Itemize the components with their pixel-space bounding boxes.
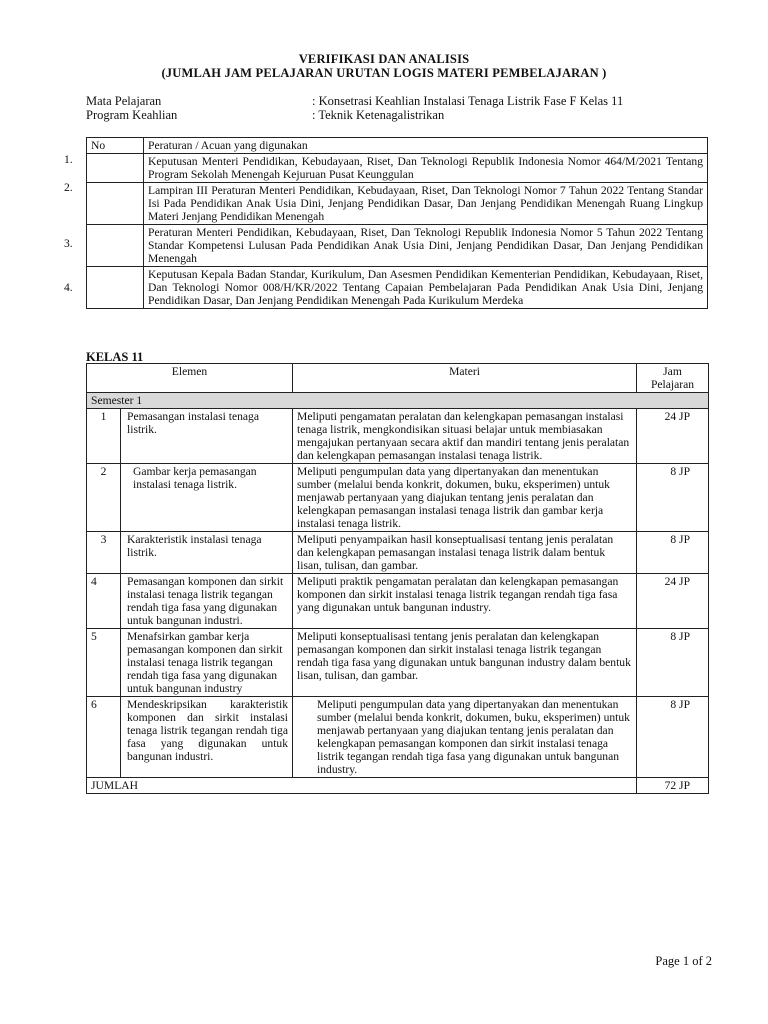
row-no: 6 <box>87 697 121 778</box>
row-no: 5 <box>87 629 121 697</box>
regulation-text: Peraturan Menteri Pendidikan, Kebudayaan, Riset, Dan Teknologi Republik Indonesia Nomor 5 Tahun 2022 Tentang Standar Kompetensi Lulusan Pada Pendidikan Anak Usia Dini, Jenjang Pendidikan Dasar, Dan Jenjang Pendidikan Menengah <box>144 225 708 267</box>
row-elemen: Gambar kerja pemasangan instalasi tenaga listrik. <box>121 464 293 532</box>
regulations-header-row <box>87 138 708 154</box>
page-number: Page 1 of 2 <box>655 954 712 968</box>
row-materi: Meliputi pengumpulan data yang dipertanyakan dan menentukan sumber (melalui benda konkrit, dokumen, buku, eksperimen) untuk menjawab pertanyaan yang diajukan tentang jenis peralatan dan kelengkapan pemasangan komponen dan sirkit instalasi tenaga listrik tegangan rendah tiga fasa yang digunakan untuk bangunan industry. <box>293 697 637 778</box>
header-jam <box>637 364 709 393</box>
row-materi: Meliputi penyampaikan hasil konseptualisasi tentang jenis peralatan dan kelengkapan pemasangan instalasi tenaga listrik dalam bentuk lisan, tulisan, dan gambar. <box>293 532 637 574</box>
row-materi: Meliputi praktik pengamatan peralatan dan kelengkapan pemasangan komponen dan sirkit instalasi tenaga listrik tegangan rendah tiga fasa yang digunakan untuk bangunan industry. <box>293 574 637 629</box>
curriculum-table <box>86 363 709 794</box>
row-no: 2 <box>87 464 121 532</box>
row-no: 1 <box>87 409 121 464</box>
row-jam: 8 JP <box>637 629 709 697</box>
row-jam: 8 JP <box>637 697 709 778</box>
curriculum-header-row <box>87 364 709 393</box>
row-jam: 24 JP <box>637 409 709 464</box>
document-title: VERIFIKASI DAN ANALISIS <box>298 52 470 66</box>
row-no: 3 <box>87 532 121 574</box>
regulation-row <box>87 154 708 183</box>
regulation-number: 1. <box>64 153 73 166</box>
kelas-heading: KELAS 11 <box>86 350 144 364</box>
row-elemen: Pemasangan instalasi tenaga listrik. <box>121 409 293 464</box>
regulation-text: Lampiran III Peraturan Menteri Pendidikan, Kebudayaan, Riset, Dan Teknologi Nomor 7 Tahun 2022 Tentang Standar Isi Pada Pendidikan Anak Usia Dini, Jenjang Pendidikan Dasar, Dan Jenjang Pendidikan Menengah Ruang Lingkup Materi Jenjang Pendidikan Menengah <box>144 183 708 225</box>
table-row <box>87 574 709 629</box>
mapel-value: : Konsetrasi Keahlian Instalasi Tenaga Listrik Fase F Kelas 11 <box>312 94 624 108</box>
header-materi: Materi <box>293 364 637 393</box>
table-row <box>87 697 709 778</box>
semester-row <box>87 393 709 409</box>
document-subtitle: (JUMLAH JAM PELAJARAN URUTAN LOGIS MATERI PEMBELAJARAN ) <box>161 66 607 80</box>
regulation-row <box>87 267 708 309</box>
regulation-number: 2. <box>64 181 73 194</box>
total-value: 72 JP <box>637 778 709 794</box>
header-jam-line1: Jam <box>663 365 682 378</box>
row-no: 4 <box>87 574 121 629</box>
table-row <box>87 409 709 464</box>
table-row <box>87 532 709 574</box>
table-row <box>87 629 709 697</box>
row-elemen: Karakteristik instalasi tenaga listrik. <box>121 532 293 574</box>
regulations-table <box>86 137 708 309</box>
meta-program-row <box>86 108 716 122</box>
meta-mapel-row <box>86 94 716 108</box>
total-row <box>87 778 709 794</box>
regulation-row <box>87 225 708 267</box>
regulation-number: 3. <box>64 237 73 250</box>
program-label: Program Keahlian <box>86 108 178 122</box>
mapel-label: Mata Pelajaran <box>86 94 162 108</box>
row-jam: 8 JP <box>637 532 709 574</box>
row-elemen: Pemasangan komponen dan sirkit instalasi tenaga listrik tegangan rendah tiga fasa yang digunakan untuk bangunan industri. <box>121 574 293 629</box>
row-elemen: Menafsirkan gambar kerja pemasangan komponen dan sirkit instalasi tenaga listrik tegangan rendah tiga fasa yang digunakan untuk bangunan industry <box>121 629 293 697</box>
row-jam: 8 JP <box>637 464 709 532</box>
regulation-number: 4. <box>64 281 73 294</box>
row-elemen: Mendeskripsikan karakteristik komponen dan sirkit instalasi tenaga listrik tegangan rendah tiga fasa yang digunakan untuk bangunan industri. <box>121 697 293 778</box>
row-materi: Meliputi pengumpulan data yang dipertanyakan dan menentukan sumber (melalui benda konkrit, dokumen, buku, eksperimen) untuk menjawab pertanyaan yang diajukan tentang jenis peralatan dan kelengkapan pemasangan instalasi tenaga listrik dan gambar kerja instalasi tenaga listrik. <box>293 464 637 532</box>
row-jam: 24 JP <box>637 574 709 629</box>
header-jam-line2: Pelajaran <box>650 378 695 391</box>
semester-label: Semester 1 <box>87 393 709 409</box>
regulation-text: Keputusan Menteri Pendidikan, Kebudayaan, Riset, Dan Teknologi Republik Indonesia Nomor 464/M/2021 Tentang Program Sekolah Menengah Kejuruan Pusat Keunggulan <box>144 154 708 183</box>
header-elemen: Elemen <box>87 364 293 393</box>
row-materi: Meliputi pengamatan peralatan dan kelengkapan pemasangan instalasi tenaga listrik, mengkondisikan situasi belajar untuk membiasakan mengajukan pertanyaan secara aktif dan mandiri tentang jenis peralatan dan kelengkapan pemasangan instalasi tenaga listrik. <box>293 409 637 464</box>
regulation-text: Keputusan Kepala Badan Standar, Kurikulum, Dan Asesmen Pendidikan Kementerian Pendidikan, Kebudayaan, Riset, Dan Teknologi Nomor 008/H/KR/2022 Tentang Capaian Pembelajaran Pada Pendidikan Anak Usia Dini, Jenjang Pendidikan Dasar, Dan Jenjang Pendidikan Menengah Pada Kurikulum Merdeka <box>144 267 708 309</box>
program-value: : Teknik Ketenagalistrikan <box>312 108 445 122</box>
regulations-header-text: Peraturan / Acuan yang digunakan <box>144 138 708 154</box>
table-row <box>87 464 709 532</box>
regulations-header-no: No <box>87 138 144 154</box>
regulation-row <box>87 183 708 225</box>
row-materi: Meliputi konseptualisasi tentang jenis peralatan dan kelengkapan pemasangan komponen dan sirkit instalasi tenaga listrik tegangan rendah tiga fasa yang digunakan untuk bangunan industry dalam bentuk lisan, tulisan, dan gambar. <box>293 629 637 697</box>
total-label: JUMLAH <box>87 778 637 794</box>
